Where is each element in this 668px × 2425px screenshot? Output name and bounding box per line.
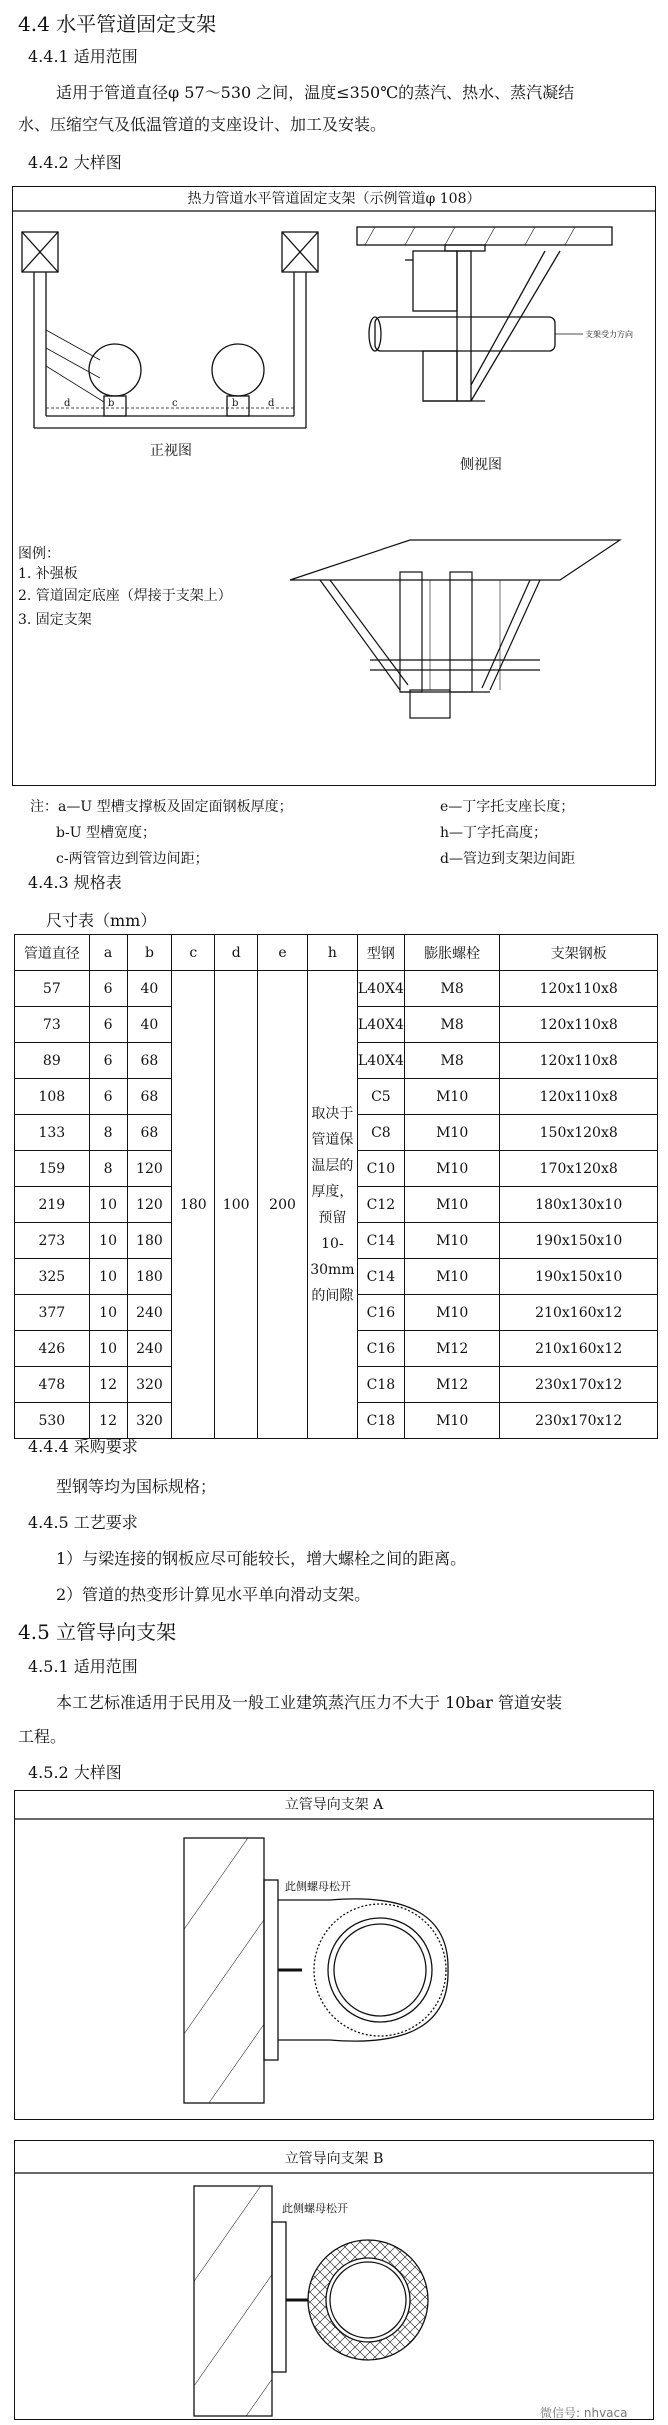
- cell-diameter: 133: [15, 1115, 90, 1151]
- section-title-4-4: 4.4 水平管道固定支架: [18, 12, 217, 36]
- cell-steel: C5: [357, 1079, 404, 1115]
- cell-steel: C18: [357, 1403, 404, 1439]
- cell-plate: 210x160x12: [500, 1295, 658, 1331]
- guide-support-b-drawing: [190, 2182, 490, 2418]
- side-view-drawing: [355, 225, 645, 455]
- cell-plate: 120x110x8: [500, 1079, 658, 1115]
- cell-steel: C12: [357, 1187, 404, 1223]
- cell-b: 180: [127, 1259, 172, 1295]
- col-header-h: h: [307, 935, 357, 971]
- cell-b: 240: [127, 1331, 172, 1367]
- cell-steel: C10: [357, 1151, 404, 1187]
- cell-a: 8: [89, 1151, 127, 1187]
- col-header-e: e: [258, 935, 308, 971]
- cell-steel: C14: [357, 1223, 404, 1259]
- cell-b: 68: [127, 1115, 172, 1151]
- cell-diameter: 73: [15, 1007, 90, 1043]
- legend-item-3: 3. 固定支架: [18, 612, 92, 628]
- col-header-diameter: 管道直径: [15, 935, 90, 971]
- subsection-4-4-4: 4.4.4 采购要求: [28, 1437, 138, 1456]
- cell-b: 40: [127, 1007, 172, 1043]
- cell-plate: 230x170x12: [500, 1367, 658, 1403]
- cell-bolt: M10: [404, 1295, 500, 1331]
- cell-plate: 150x120x8: [500, 1115, 658, 1151]
- bolt-note-a: 此侧螺母松开: [285, 1880, 351, 1893]
- dim-label-b2: b: [232, 398, 239, 409]
- cell-a: 6: [89, 971, 127, 1007]
- figure-b-divider: [14, 2172, 654, 2174]
- note-left-1: 注：a—U 型槽支撑板及固定面钢板厚度；: [30, 799, 293, 815]
- cell-steel: C8: [357, 1115, 404, 1151]
- cell-plate: 170x120x8: [500, 1151, 658, 1187]
- cell-bolt: M10: [404, 1187, 500, 1223]
- cell-a: 10: [89, 1295, 127, 1331]
- note-left-2: b-U 型槽宽度；: [56, 825, 156, 841]
- cell-plate: 120x110x8: [500, 1043, 658, 1079]
- table-header-row: [15, 935, 658, 971]
- cell-steel: C16: [357, 1295, 404, 1331]
- front-view-label: 正视图: [150, 443, 192, 459]
- process-item-1: 1）与梁连接的钢板应尽可能较长，增大螺栓之间的距离。: [56, 1549, 467, 1568]
- table-row: [15, 971, 658, 1007]
- process-item-2: 2）管道的热变形计算见水平单向滑动支架。: [56, 1585, 371, 1604]
- cell-bolt: M10: [404, 1151, 500, 1187]
- cell-a: 10: [89, 1259, 127, 1295]
- note-left-3: c-两管管边到管边间距；: [56, 851, 209, 867]
- cell-diameter: 273: [15, 1223, 90, 1259]
- cell-bolt: M10: [404, 1115, 500, 1151]
- subsection-4-4-1: 4.4.1 适用范围: [28, 47, 138, 66]
- section-title-4-5: 4.5 立管导向支架: [18, 1620, 177, 1644]
- cell-b: 120: [127, 1187, 172, 1223]
- note-right-1: e—丁字托支座长度；: [440, 799, 575, 815]
- cell-diameter: 325: [15, 1259, 90, 1295]
- cell-steel: L40X4: [357, 1043, 404, 1079]
- wechat-watermark: 微信号: nhvaca: [540, 2406, 628, 2420]
- guide-support-a-drawing: [180, 1830, 510, 2110]
- col-header-steel: 型钢: [357, 935, 404, 971]
- dim-label-d2: d: [268, 398, 275, 409]
- cell-a: 8: [89, 1115, 127, 1151]
- figure-title: 热力管道水平管道固定支架（示例管道φ 108）: [187, 191, 481, 207]
- cell-diameter: 159: [15, 1151, 90, 1187]
- subsection-4-5-1: 4.5.1 适用范围: [28, 1657, 138, 1676]
- col-header-c: c: [172, 935, 215, 971]
- cell-bolt: M12: [404, 1331, 500, 1367]
- legend-item-2: 2. 管道固定底座（焊接于支架上）: [18, 588, 232, 604]
- side-view-label: 侧视图: [460, 457, 502, 473]
- cell-a: 12: [89, 1403, 127, 1439]
- dim-label-d1: d: [64, 398, 71, 409]
- cell-bolt: M10: [404, 1403, 500, 1439]
- cell-plate: 230x170x12: [500, 1403, 658, 1439]
- cell-d-merged: 100: [215, 971, 258, 1439]
- cell-plate: 120x110x8: [500, 1007, 658, 1043]
- cell-bolt: M10: [404, 1079, 500, 1115]
- cell-b: 240: [127, 1295, 172, 1331]
- bolt-note-b: 此侧螺母松开: [282, 2202, 348, 2215]
- scope45-line1: 本工艺标准适用于民用及一般工业建筑蒸汽压力不大于 10bar 管道安装: [56, 1693, 562, 1712]
- cell-diameter: 478: [15, 1367, 90, 1403]
- spec-table: [14, 934, 658, 1439]
- cell-steel: L40X4: [357, 971, 404, 1007]
- cell-a: 10: [89, 1223, 127, 1259]
- cell-a: 6: [89, 1043, 127, 1079]
- cell-a: 12: [89, 1367, 127, 1403]
- subsection-4-4-5: 4.4.5 工艺要求: [28, 1513, 138, 1532]
- cell-diameter: 57: [15, 971, 90, 1007]
- cell-b: 68: [127, 1079, 172, 1115]
- scope-text-line2: 水、压缩空气及低温管道的支座设计、加工及安装。: [18, 115, 387, 134]
- cell-diameter: 530: [15, 1403, 90, 1439]
- cell-plate: 210x160x12: [500, 1331, 658, 1367]
- note-right-2: h—丁字托高度；: [440, 825, 548, 841]
- dim-label-b1: b: [108, 398, 115, 409]
- cell-bolt: M10: [404, 1223, 500, 1259]
- cell-a: 10: [89, 1187, 127, 1223]
- col-header-d: d: [215, 935, 258, 971]
- cell-b: 320: [127, 1367, 172, 1403]
- cell-a: 6: [89, 1079, 127, 1115]
- cell-plate: 120x110x8: [500, 971, 658, 1007]
- legend-title: 图例：: [18, 546, 60, 562]
- front-view-drawing: [20, 220, 350, 440]
- cell-diameter: 89: [15, 1043, 90, 1079]
- purchase-text: 型钢等均为国标规格；: [56, 1477, 217, 1496]
- cell-e-merged: 200: [258, 971, 308, 1439]
- cell-bolt: M10: [404, 1259, 500, 1295]
- cell-plate: 180x130x10: [500, 1187, 658, 1223]
- cell-bolt: M8: [404, 971, 500, 1007]
- cell-a: 6: [89, 1007, 127, 1043]
- cell-diameter: 426: [15, 1331, 90, 1367]
- cell-plate: 190x150x10: [500, 1259, 658, 1295]
- cell-bolt: M12: [404, 1367, 500, 1403]
- scope45-line2: 工程。: [18, 1727, 67, 1746]
- side-force-note: 支架受力方向: [585, 330, 633, 339]
- cell-diameter: 108: [15, 1079, 90, 1115]
- col-header-bolt: 膨胀螺栓: [404, 935, 500, 971]
- cell-diameter: 377: [15, 1295, 90, 1331]
- cell-b: 40: [127, 971, 172, 1007]
- col-header-b: b: [127, 935, 172, 971]
- cell-bolt: M8: [404, 1043, 500, 1079]
- dim-label-c: c: [172, 398, 178, 409]
- cell-b: 180: [127, 1223, 172, 1259]
- cell-b: 320: [127, 1403, 172, 1439]
- cell-diameter: 219: [15, 1187, 90, 1223]
- note-right-3: d—管边到支架边间距: [440, 851, 575, 867]
- subsection-4-4-2: 4.4.2 大样图: [28, 153, 122, 172]
- figure-a-title: 立管导向支架 A: [284, 1797, 384, 1813]
- col-header-plate: 支架钢板: [500, 935, 658, 971]
- legend-item-1: 1. 补强板: [18, 566, 78, 582]
- perspective-drawing: [290, 540, 630, 760]
- cell-steel: C16: [357, 1331, 404, 1367]
- cell-b: 68: [127, 1043, 172, 1079]
- cell-a: 10: [89, 1331, 127, 1367]
- cell-steel: C14: [357, 1259, 404, 1295]
- cell-steel: C18: [357, 1367, 404, 1403]
- cell-steel: L40X4: [357, 1007, 404, 1043]
- table-unit: 尺寸表（mm）: [46, 911, 157, 930]
- cell-c-merged: 180: [172, 971, 215, 1439]
- subsection-4-4-3: 4.4.3 规格表: [28, 873, 122, 892]
- figure-title-divider: [12, 210, 656, 212]
- figure-b-title: 立管导向支架 B: [284, 2151, 384, 2167]
- cell-plate: 190x150x10: [500, 1223, 658, 1259]
- cell-b: 120: [127, 1151, 172, 1187]
- subsection-4-5-2: 4.5.2 大样图: [28, 1763, 122, 1782]
- col-header-a: a: [89, 935, 127, 971]
- cell-bolt: M8: [404, 1007, 500, 1043]
- scope-text-line1: 适用于管道直径φ 57～530 之间，温度≤350℃的蒸汽、热水、蒸汽凝结: [56, 83, 575, 102]
- cell-h-merged: 取决于管道保温层的厚度，预留10-30mm的间隙: [307, 971, 357, 1439]
- figure-a-divider: [14, 1818, 654, 1820]
